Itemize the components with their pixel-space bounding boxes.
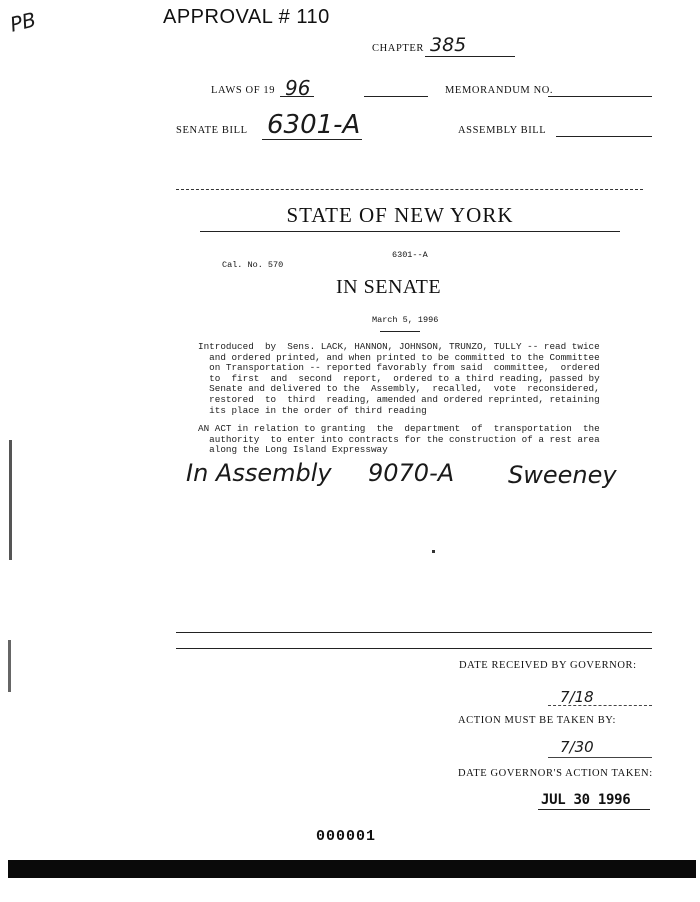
act-line: along the Long Island Expressway: [198, 444, 388, 456]
scan-speck: [432, 550, 435, 553]
intro-line: to first and second report, ordered to a third reading, passed by: [198, 372, 600, 384]
action-by-value: 7/30: [560, 738, 594, 756]
divider-rule: [176, 189, 643, 190]
received-label: DATE RECEIVED BY GOVERNOR:: [459, 660, 637, 671]
senate-bill-underline: [262, 139, 362, 140]
memorandum-label: MEMORANDUM NO.: [445, 85, 554, 96]
blank-underline: [364, 96, 428, 97]
page-number: 000001: [316, 828, 377, 845]
received-value: 7/18: [560, 688, 594, 706]
calendar-number: Cal. No. 570: [222, 260, 284, 270]
corner-initials: PB: [7, 7, 39, 37]
laws-label: LAWS OF 19: [211, 85, 276, 96]
senate-bill-label: SENATE BILL: [176, 125, 248, 136]
title-rule: [200, 231, 620, 232]
assembly-note-sponsor: Sweeney: [508, 461, 617, 489]
bill-date: March 5, 1996: [372, 315, 439, 325]
section-rule-bottom: [176, 648, 652, 649]
action-by-label: ACTION MUST BE TAKEN BY:: [458, 715, 617, 726]
intro-line: restored to third reading, amended and ordered reprinted, retaining: [198, 393, 600, 405]
assembly-note-number: 9070-A: [368, 459, 455, 487]
memorandum-underline: [548, 96, 652, 97]
intro-line: on Transportation -- reported favorably from said committee, ordered: [198, 362, 600, 374]
action-taken-stamp: JUL 30 1996: [541, 792, 631, 808]
bill-number: 6301--A: [392, 250, 428, 260]
scan-edge-mark: [9, 440, 12, 560]
action-taken-underline: [538, 809, 650, 810]
intro-line: Introduced by Sens. LACK, HANNON, JOHNSON, TRUNZO, TULLY -- read twice: [198, 341, 600, 352]
chapter-value: 385: [430, 34, 467, 56]
intro-line: and ordered printed, and when printed to be committed to the Committee: [198, 351, 600, 363]
intro-line: Senate and delivered to the Assembly, recalled, vote reconsidered,: [198, 383, 600, 395]
action-by-underline: [548, 757, 652, 758]
act-title-paragraph: [198, 424, 622, 456]
state-title: STATE OF NEW YORK: [286, 203, 514, 227]
received-underline: [548, 705, 652, 706]
introduction-paragraph: [198, 342, 622, 416]
scan-bottom-bar: [8, 860, 696, 878]
assembly-bill-label: ASSEMBLY BILL: [458, 125, 547, 136]
senate-bill-number: 6301-A: [267, 110, 361, 140]
intro-line: its place in the order of third reading: [198, 404, 427, 416]
laws-underline: [280, 96, 314, 97]
act-line: AN ACT in relation to granting the department of transportation the: [198, 423, 600, 434]
date-rule: [380, 331, 420, 332]
assembly-note-label: In Assembly: [186, 459, 332, 487]
chapter-label: CHAPTER: [372, 43, 425, 54]
scan-edge-mark: [8, 640, 11, 692]
section-rule-top: [176, 632, 652, 633]
laws-year: 96: [285, 76, 311, 100]
assembly-bill-underline: [556, 136, 652, 137]
chapter-underline: [425, 56, 515, 57]
chamber-heading: IN SENATE: [336, 276, 442, 298]
approval-number: APPROVAL # 110: [163, 6, 330, 28]
action-taken-label: DATE GOVERNOR'S ACTION TAKEN:: [458, 768, 653, 779]
act-line: authority to enter into contracts for the construction of a rest area: [198, 433, 600, 445]
